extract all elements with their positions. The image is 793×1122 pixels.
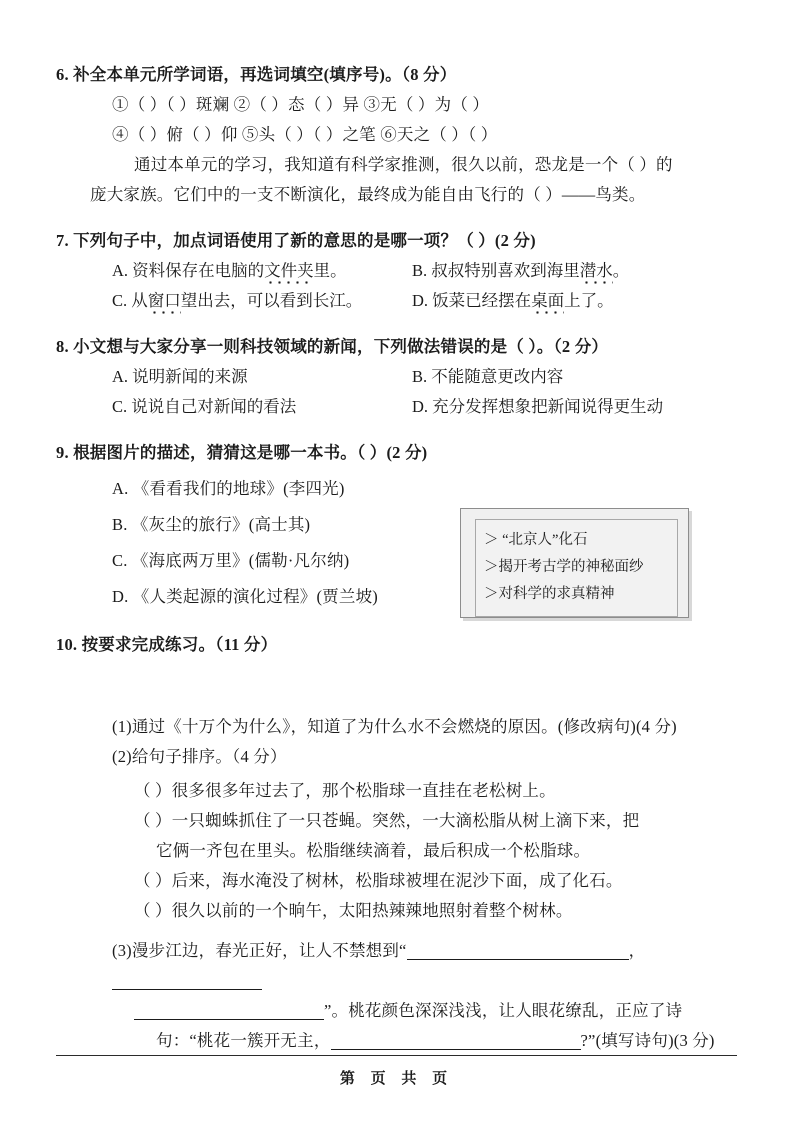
option-d-text: 《人类起源的演化过程》(贾兰坡) (132, 587, 378, 606)
option-a-text: 《看看我们的地球》(李四光) (132, 479, 345, 498)
question-9-title (56, 438, 737, 468)
question-8 (56, 332, 737, 422)
order-item-1-text: 很多很多年过去了，那个松脂球一直挂在老松树上。 (171, 781, 556, 800)
option-b-label: B. (112, 515, 128, 534)
question-6 (56, 60, 737, 210)
question-6-row-1: ①（ ）（ ）斑斓 ②（ ）态（ ）异 ③无（ ）为（ ） (112, 95, 490, 114)
question-9-image-card (460, 508, 689, 618)
question-10 (56, 630, 737, 1056)
option-d-text-pre: 饭菜已经摆在 (432, 291, 532, 310)
option-b-text-emphasis: 潜水 (579, 261, 613, 280)
option-a-text-post: 里。 (313, 261, 347, 280)
order-item-2[interactable] (56, 806, 737, 836)
sub3-line2-pre: ”。桃花颜色深深浅浅，让人眼花缭乱，正应了诗 (324, 1001, 683, 1020)
sub3-line1-pre: (3)漫步江边，春光正好，让人不禁想到“ (112, 941, 407, 960)
option-d-label: D. (412, 397, 429, 416)
page-footer: 第 页 共 页 (339, 1071, 454, 1087)
question-8-text: 小文想与大家分享一则科技领域的新闻，下列做法错误的是（ ）。（2 分） (73, 337, 609, 356)
question-6-number: 6. (56, 65, 69, 84)
sub3-line3-post: ?”(填写诗句)(3 分) (580, 1031, 715, 1050)
order-item-4-text: 很久以前的一个晌午，太阳热辣辣地照射着整个树林。 (171, 901, 573, 920)
question-10-sub-2: (2)给句子排序。（4 分） (112, 747, 287, 766)
question-9-number: 9. (56, 443, 69, 462)
option-a-text-pre: 资料保存在电脑的 (132, 261, 265, 280)
option-b-text: 《灰尘的旅行》(高士其) (131, 515, 311, 534)
order-item-1[interactable] (56, 776, 737, 806)
question-7-title (56, 226, 737, 256)
question-8-option-d[interactable] (412, 392, 712, 422)
question-7-options-row-1 (56, 256, 737, 286)
question-10-sub-1: (1)通过《十万个为什么》，知道了为什么水不会燃烧的原因。(修改病句)(4 分) (112, 717, 677, 736)
question-8-option-b[interactable] (412, 362, 712, 392)
option-a-label: A. (112, 367, 129, 386)
option-b-label: B. (412, 367, 428, 386)
question-7-option-c[interactable] (112, 286, 412, 316)
order-item-3-text: 后来，海水淹没了树林，松脂球被埋在泥沙下面，成了化石。 (171, 871, 623, 890)
question-7 (56, 226, 737, 316)
order-item-4[interactable] (56, 896, 737, 926)
option-a-text-emphasis: 文件夹 (264, 261, 314, 280)
question-10-sub-3-line-1 (56, 936, 737, 996)
option-c-text-pre: 从 (131, 291, 148, 310)
question-6-text: 补全本单元所学词语，再选词填空(填序号)。（8 分） (73, 65, 457, 84)
order-item-2-cont: 它俩一齐包在里头。松脂继续滴着，最后积成一个松脂球。 (156, 841, 591, 860)
question-8-option-c[interactable] (112, 392, 412, 422)
option-a-text: 说明新闻的来源 (132, 367, 248, 386)
question-6-title (56, 60, 737, 90)
option-b-text: 不能随意更改内容 (431, 367, 564, 386)
question-8-title (56, 332, 737, 362)
option-c-text-emphasis: 窗口 (147, 291, 181, 310)
option-c-text: 说说自己对新闻的看法 (131, 397, 297, 416)
option-d-text-post: 上了。 (564, 291, 614, 310)
image-card-line-2: ＞揭开考古学的神秘面纱 (484, 559, 644, 575)
question-10-text: 按要求完成练习。（11 分） (81, 635, 278, 654)
question-6-row-2: ④（ ）俯（ ）仰 ⑤头（ ）（ ）之笔 ⑥天之（ ）（ ） (112, 125, 498, 144)
option-b-text-post: 。 (612, 261, 630, 280)
option-d-text: 充分发挥想象把新闻说得更生动 (432, 397, 664, 416)
option-a-label: A. (112, 261, 129, 280)
question-7-option-a[interactable] (112, 256, 412, 286)
image-card-line-3: ＞对科学的求真精神 (484, 586, 615, 602)
answer-blank-3[interactable] (134, 999, 324, 1020)
order-item-3[interactable] (56, 866, 737, 896)
question-8-option-a[interactable] (112, 362, 412, 392)
answer-blank-1[interactable] (407, 939, 629, 960)
option-c-text-post: 望出去，可以看到长江。 (180, 291, 363, 310)
answer-blank-2[interactable] (112, 969, 262, 990)
order-item-1-bracket: （ ） (134, 781, 172, 800)
question-9-text: 根据图片的描述，猜猜这是哪一本书。（ ）(2 分) (73, 443, 428, 462)
question-9-option-a[interactable] (56, 474, 737, 504)
question-6-paragraph-2: 庞大家族。它们中的一支不断演化，最终成为能自由飞行的（ ）——鸟类。 (90, 185, 646, 204)
question-6-paragraph-1: 通过本单元的学习，我知道有科学家推测，很久以前，恐龙是一个（ ）的 (134, 155, 673, 174)
question-10-number: 10. (56, 635, 78, 654)
order-item-3-bracket: （ ） (134, 871, 172, 890)
question-7-text: 下列句子中，加点词语使用了新的意思的是哪一项？（ ）(2 分) (73, 231, 536, 250)
option-d-label: D. (412, 291, 429, 310)
sub3-line3-pre: 句：“桃花一簇开无主， (156, 1031, 331, 1050)
option-c-text: 《海底两万里》(儒勒·凡尔纳) (131, 551, 350, 570)
sub3-line1-post: ， (628, 941, 646, 960)
question-10-sub-3-line-2 (56, 996, 737, 1026)
footer-divider (56, 1055, 737, 1056)
question-7-number: 7. (56, 231, 69, 250)
question-7-option-d[interactable] (412, 286, 712, 316)
option-c-label: C. (112, 291, 128, 310)
order-item-4-bracket: （ ） (134, 901, 172, 920)
question-10-title (56, 630, 737, 660)
option-a-label: A. (112, 479, 129, 498)
question-8-options-row-1 (56, 362, 737, 392)
option-d-label: D. (112, 587, 129, 606)
question-10-sub-3-line-3 (56, 1026, 737, 1056)
question-7-options-row-2 (56, 286, 737, 316)
option-c-label: C. (112, 397, 128, 416)
image-card-line-1: ＞ “北京人”化石 (484, 532, 588, 548)
option-b-text-pre: 叔叔特别喜欢到海里 (431, 261, 580, 280)
question-8-options-row-2 (56, 392, 737, 422)
option-b-label: B. (412, 261, 428, 280)
question-7-option-b[interactable] (412, 256, 712, 286)
order-item-2-bracket: （ ） (134, 811, 172, 830)
order-item-2-text: 一只蜘蛛抓住了一只苍蝇。突然，一大滴松脂从树上滴下来，把 (171, 811, 640, 830)
option-d-text-emphasis: 桌面 (531, 291, 565, 310)
option-c-label: C. (112, 551, 128, 570)
question-9-image-card-inner (475, 519, 678, 617)
question-8-number: 8. (56, 337, 69, 356)
answer-blank-4[interactable] (331, 1029, 581, 1050)
